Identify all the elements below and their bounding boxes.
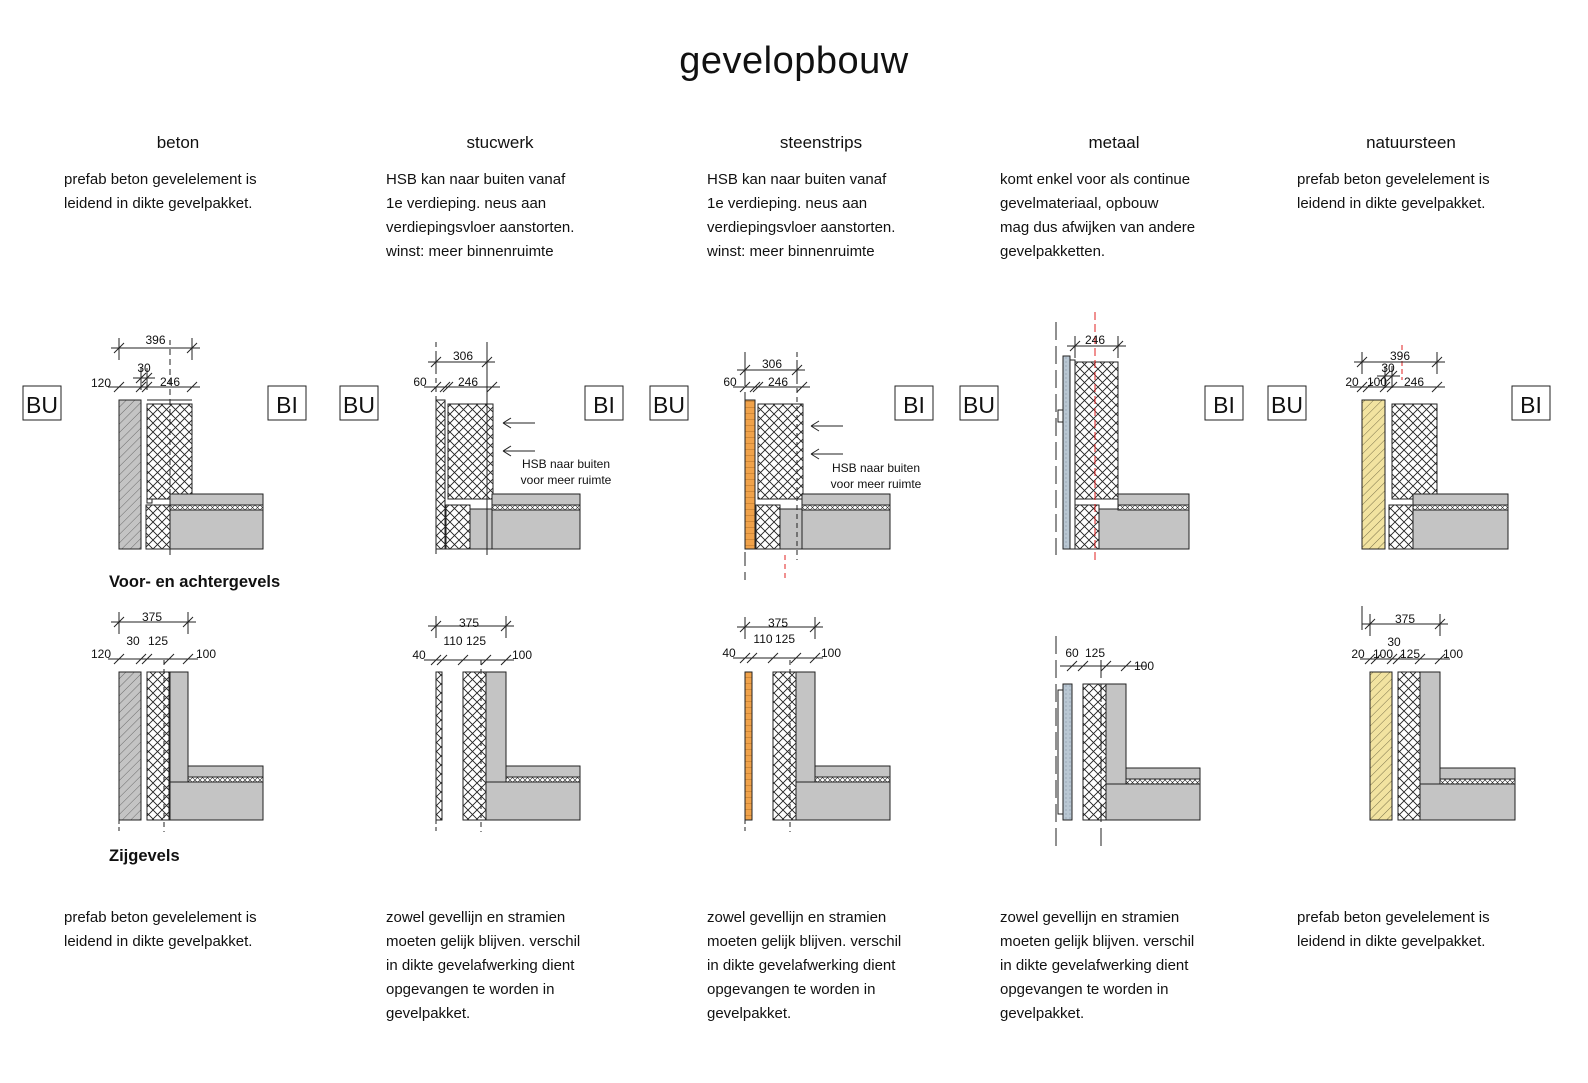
- insulation-layer: [1083, 684, 1106, 820]
- floor-finish: [1413, 494, 1508, 505]
- insulation-layer: [1392, 404, 1437, 499]
- outside-label: BU: [26, 392, 58, 418]
- insulation-layer: [446, 505, 470, 549]
- outside-label: BU: [1271, 392, 1303, 418]
- annotation-text: voor meer ruimte: [830, 477, 922, 491]
- dimension-label: 375: [767, 616, 789, 630]
- page-title: gevelopbouw: [679, 40, 909, 82]
- floor-insulation: [170, 505, 263, 510]
- inside-label: BI: [276, 392, 298, 418]
- concrete-wall: [486, 672, 506, 782]
- arrow-icon: [503, 446, 511, 451]
- metal-cladding: [1063, 356, 1070, 549]
- column-heading-natuursteen: natuursteen: [1366, 133, 1456, 152]
- bracket-part: [1058, 690, 1063, 814]
- outside-label: BU: [963, 392, 995, 418]
- column-heading-metaal: metaal: [1088, 133, 1140, 152]
- insulation-layer: [147, 672, 169, 820]
- floor-finish: [1126, 768, 1200, 779]
- dimension-label: 20: [1345, 375, 1359, 389]
- dimension-label: 125: [774, 632, 796, 646]
- dimension-label: 100: [195, 647, 217, 661]
- dimension-label: 100: [1133, 659, 1155, 673]
- floor-slab: [1420, 784, 1515, 820]
- column-heading-beton: beton: [156, 133, 200, 152]
- dimension-label: 30: [126, 634, 140, 648]
- inside-label: BI: [1213, 392, 1235, 418]
- concrete-wall: [170, 672, 188, 782]
- render-layer: [436, 400, 445, 549]
- arrow-icon: [811, 449, 819, 454]
- insulation-layer: [146, 505, 170, 549]
- floor-slab: [1099, 509, 1189, 549]
- brick-strip-layer: [745, 672, 752, 820]
- natural-stone-panel: [1370, 672, 1392, 820]
- annotation-text: voor meer ruimte: [520, 473, 612, 487]
- dimension-label: 100: [1442, 647, 1464, 661]
- floor-slab: [492, 509, 580, 549]
- arrow-icon: [503, 418, 511, 423]
- description-top-stucwerk: HSB kan naar buiten vanaf 1e verdieping. neus aan verdiepingsvloer aanstorten. winst: meer binnenruimte: [386, 171, 575, 260]
- dimension-label: 100: [1366, 375, 1388, 389]
- dimension-label: 246: [457, 375, 479, 389]
- floor-insulation: [1126, 779, 1200, 784]
- concrete-nose: [470, 509, 492, 549]
- floor-finish: [815, 766, 890, 777]
- floor-insulation: [188, 777, 263, 782]
- floor-insulation: [506, 777, 580, 782]
- insulation-layer: [463, 672, 486, 820]
- dimension-label: 375: [1394, 612, 1416, 626]
- floor-insulation: [492, 505, 580, 510]
- prefab-concrete-panel: [119, 672, 141, 820]
- floor-finish: [1440, 768, 1515, 779]
- insulation-layer: [773, 672, 796, 820]
- outside-label: BU: [653, 392, 685, 418]
- hsb-insulation: [758, 404, 803, 499]
- dimension-label: 120: [90, 647, 112, 661]
- floor-finish: [506, 766, 580, 777]
- dimension-label: 60: [723, 375, 737, 389]
- description-bottom-natuursteen: prefab beton gevelelement is leidend in dikte gevelpakket.: [1297, 909, 1490, 950]
- cavity: [1070, 360, 1075, 549]
- dimension-label: 375: [141, 610, 163, 624]
- floor-slab: [802, 509, 890, 549]
- floor-slab: [1413, 509, 1508, 549]
- dimension-label: 246: [159, 375, 181, 389]
- arrow-icon: [811, 426, 819, 431]
- description-bottom-beton: prefab beton gevelelement is leidend in dikte gevelpakket.: [64, 909, 257, 950]
- metal-cladding: [1063, 684, 1072, 820]
- inside-label: BI: [903, 392, 925, 418]
- dimension-label: 396: [1389, 349, 1411, 363]
- description-bottom-stucwerk: zowel gevellijn en stramien moeten gelijk blijven. verschil in dikte gevelafwerking dient opgevangen te worden in gevelpakket.: [386, 909, 581, 1022]
- dimension-label: 375: [458, 616, 480, 630]
- concrete-wall: [796, 672, 815, 782]
- arrow-icon: [503, 451, 511, 456]
- row-label-side-facades: Zijgevels: [109, 847, 180, 865]
- outside-label: BU: [343, 392, 375, 418]
- floor-finish: [188, 766, 263, 777]
- dimension-label: 100: [511, 648, 533, 662]
- dimension-label: 20: [1351, 647, 1365, 661]
- dimension-label: 30: [137, 361, 151, 375]
- description-top-metaal: komt enkel voor als continue gevelmateriaal, opbouw mag dus afwijken van andere gevelpakketten.: [1000, 171, 1196, 260]
- dimension-label: 125: [147, 634, 169, 648]
- column-heading-steenstrips: steenstrips: [779, 133, 863, 152]
- dimension-label: 40: [412, 648, 426, 662]
- floor-insulation: [1118, 505, 1189, 510]
- description-top-natuursteen: prefab beton gevelelement is leidend in dikte gevelpakket.: [1297, 171, 1490, 212]
- bracket-part: [1058, 410, 1063, 422]
- insulation-layer: [1389, 505, 1413, 549]
- natural-stone-panel: [1362, 400, 1385, 549]
- insulation-layer: [1398, 672, 1420, 820]
- brick-strip-layer: [745, 400, 755, 549]
- dimension-label: 306: [761, 357, 783, 371]
- annotation-text: HSB naar buiten: [521, 457, 611, 471]
- render-layer: [436, 672, 442, 820]
- insulation-layer: [1075, 362, 1118, 499]
- floor-finish: [492, 494, 580, 505]
- dimension-label: 246: [1084, 333, 1106, 347]
- floor-insulation: [815, 777, 890, 782]
- floor-finish: [170, 494, 263, 505]
- arrow-icon: [811, 454, 819, 459]
- dimension-label: 125: [1084, 646, 1106, 660]
- concrete-nose: [780, 509, 802, 549]
- floor-insulation: [802, 505, 890, 510]
- dimension-label: 120: [90, 376, 112, 390]
- dimension-label: 110: [753, 632, 773, 646]
- insulation-layer: [756, 505, 780, 549]
- dimension-label: 125: [465, 634, 487, 648]
- dimension-label: 125: [1399, 647, 1421, 661]
- annotation-text: HSB naar buiten: [831, 461, 921, 475]
- arrow-icon: [811, 421, 819, 426]
- frame-part: [147, 499, 152, 503]
- floor-insulation: [1440, 779, 1515, 784]
- dimension-label: 40: [722, 646, 736, 660]
- dimension-label: 60: [413, 375, 427, 389]
- concrete-wall: [1106, 684, 1126, 784]
- floor-slab: [1106, 784, 1200, 820]
- concrete-wall: [1420, 672, 1440, 784]
- dimension-label: 100: [820, 646, 842, 660]
- floor-slab: [170, 782, 263, 820]
- hsb-insulation: [448, 404, 493, 499]
- floor-slab: [796, 782, 890, 820]
- description-bottom-metaal: zowel gevellijn en stramien moeten gelijk blijven. verschil in dikte gevelafwerking dient opgevangen te worden in gevelpakket.: [1000, 909, 1195, 1022]
- prefab-concrete-panel: [119, 400, 141, 549]
- arrow-icon: [503, 423, 511, 428]
- dimension-label: 246: [767, 375, 789, 389]
- dimension-label: 100: [1372, 647, 1394, 661]
- dimension-label: 60: [1065, 646, 1079, 660]
- dimension-label: 246: [1403, 375, 1425, 389]
- column-heading-stucwerk: stucwerk: [466, 133, 534, 152]
- inside-label: BI: [1520, 392, 1542, 418]
- description-bottom-steenstrips: zowel gevellijn en stramien moeten gelijk blijven. verschil in dikte gevelafwerking dient opgevangen te worden in gevelpakket.: [707, 909, 902, 1022]
- description-top-steenstrips: HSB kan naar buiten vanaf 1e verdieping. neus aan verdiepingsvloer aanstorten. winst: meer binnenruimte: [707, 171, 896, 260]
- dimension-label: 110: [443, 634, 463, 648]
- dimension-label: 396: [145, 333, 166, 347]
- dimension-label: 30: [1387, 635, 1401, 649]
- floor-finish: [802, 494, 890, 505]
- inside-label: BI: [593, 392, 615, 418]
- dimension-label: 30: [1381, 361, 1395, 375]
- floor-slab: [170, 509, 263, 549]
- row-label-front-facades: Voor- en achtergevels: [109, 573, 281, 591]
- floor-slab: [486, 782, 580, 820]
- floor-insulation: [1413, 505, 1508, 510]
- description-top-beton: prefab beton gevelelement is leidend in dikte gevelpakket.: [64, 171, 257, 212]
- dimension-label: 306: [452, 349, 474, 363]
- floor-finish: [1118, 494, 1189, 505]
